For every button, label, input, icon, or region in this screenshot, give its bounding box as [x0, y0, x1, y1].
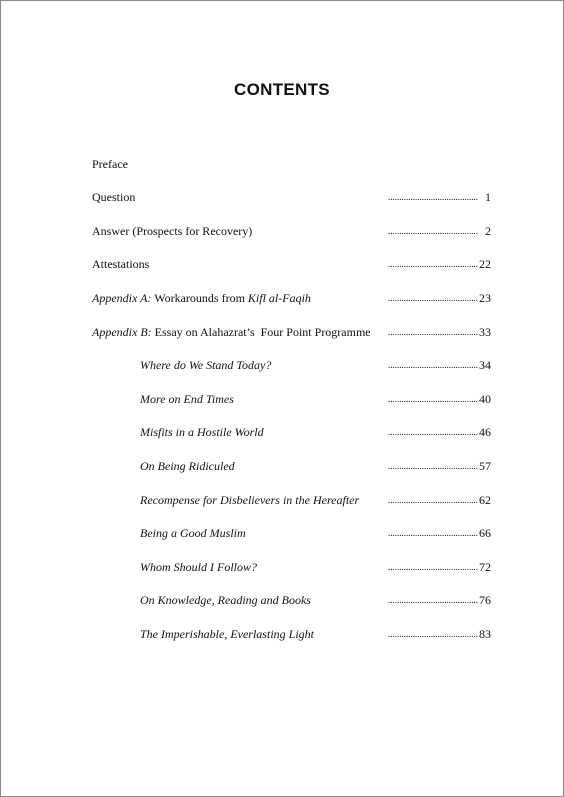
toc-page-number: 2 — [485, 224, 491, 238]
toc-entry-label: On Being Ridiculed — [140, 459, 235, 473]
toc-page-number: 33 — [479, 325, 491, 339]
toc-entry-answer — [0, 221, 564, 241]
toc-page-number: 72 — [479, 560, 491, 574]
appendix-prefix: Appendix A: — [92, 291, 152, 305]
toc-entry-label: Whom Should I Follow? — [140, 560, 257, 574]
toc-entry-attestations — [0, 254, 564, 274]
dot-leader: ........................................ — [388, 562, 478, 572]
appendix-title: Essay on Alahazrat’s Four Point Programme — [151, 325, 371, 339]
toc-subentry — [0, 590, 564, 610]
toc-entry-label: Preface — [92, 157, 128, 171]
dot-leader: ........................................ — [388, 360, 478, 370]
toc-subentry — [0, 355, 564, 375]
toc-subentry — [0, 422, 564, 442]
toc-subentry — [0, 456, 564, 476]
toc-page-number: 57 — [479, 459, 491, 473]
dot-leader: ........................................ — [388, 192, 478, 202]
toc-entry-question — [0, 187, 564, 207]
toc-subentry — [0, 389, 564, 409]
dot-leader: ........................................ — [388, 327, 478, 337]
toc-page-number: 46 — [479, 425, 491, 439]
dot-leader: ........................................ — [388, 427, 478, 437]
toc-subentry — [0, 523, 564, 543]
toc-page-number: 23 — [479, 291, 491, 305]
toc-page-number: 76 — [479, 593, 491, 607]
toc-page-number: 66 — [479, 526, 491, 540]
toc-entry-label: Attestations — [92, 257, 150, 271]
appendix-title: Workarounds from — [151, 291, 248, 305]
toc-entry-appendix-a — [0, 288, 564, 308]
dot-leader: ........................................ — [388, 629, 478, 639]
toc-entry-label: More on End Times — [140, 392, 234, 406]
toc-entry-label: Where do We Stand Today? — [140, 358, 272, 372]
dot-leader: ........................................ — [388, 293, 478, 303]
toc-page-number: 83 — [479, 627, 491, 641]
dot-leader: ........................................ — [388, 495, 478, 505]
dot-leader: ........................................ — [388, 528, 478, 538]
dot-leader: ........................................ — [388, 259, 478, 269]
toc-subentry — [0, 557, 564, 577]
toc-entry-label — [92, 288, 311, 308]
toc-entry-label: Misfits in a Hostile World — [140, 425, 264, 439]
dot-leader: ........................................ — [388, 394, 478, 404]
dot-leader: ........................................ — [388, 226, 478, 236]
toc-page-number: 1 — [485, 190, 491, 204]
toc-subentry — [0, 490, 564, 510]
toc-entry-label: On Knowledge, Reading and Books — [140, 593, 311, 607]
toc-entry-label: Answer (Prospects for Recovery) — [92, 224, 253, 238]
appendix-prefix: Appendix B: — [92, 325, 152, 339]
toc-page-number: 62 — [479, 493, 491, 507]
toc-entry-label — [92, 322, 371, 342]
toc-page-number: 34 — [479, 358, 491, 372]
dot-leader: ........................................ — [388, 461, 478, 471]
toc-entry-label: Being a Good Muslim — [140, 526, 246, 540]
dot-leader: ........................................ — [388, 595, 478, 605]
toc-entry-preface — [0, 154, 564, 174]
page-title: CONTENTS — [234, 80, 330, 99]
toc-subentry — [0, 624, 564, 644]
appendix-title-italic: Kifl al-Faqih — [247, 291, 311, 305]
toc-page-number: 22 — [479, 257, 491, 271]
toc-entry-appendix-b — [0, 322, 564, 342]
toc-entry-label: The Imperishable, Everlasting Light — [140, 627, 314, 641]
toc-entry-label: Question — [92, 190, 136, 204]
toc-entry-label: Recompense for Disbelievers in the Hereafter — [140, 493, 360, 507]
toc-page-number: 40 — [479, 392, 491, 406]
